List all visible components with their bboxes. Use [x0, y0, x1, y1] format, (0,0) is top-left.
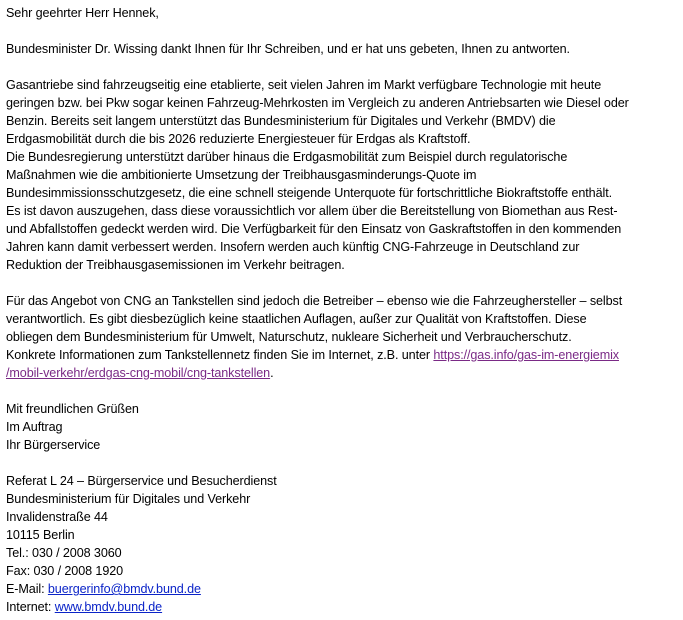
link-suffix-text: .: [270, 366, 274, 380]
signature-block: [6, 472, 679, 616]
paragraph-cng-stations: [6, 292, 679, 382]
signature-email-line: [6, 580, 679, 598]
paragraph-line: obliegen dem Bundesministerium für Umwelt, Naturschutz, nukleare Sicherheit und Verbraucherschutz.: [6, 330, 572, 344]
web-label: Internet:: [6, 600, 55, 614]
paragraph-line-with-link: [6, 364, 679, 382]
paragraph-line: Jahren kann damit verbessert werden. Insofern werden auch künftig CNG-Fahrzeuge in Deutschland zur: [6, 240, 580, 254]
paragraph-line: verantwortlich. Es gibt diesbezüglich keine staatlichen Auflagen, außer zur Qualität von Kraftstoffen. Diese: [6, 312, 587, 326]
signature-unit: Referat L 24 – Bürgerservice und Besucherdienst: [6, 474, 277, 488]
paragraph-line: Erdgasmobilität durch die bis 2026 reduzierte Energiesteuer für Erdgas als Kraftstoff.: [6, 132, 471, 146]
signature-phone: Tel.: 030 / 2008 3060: [6, 546, 122, 560]
paragraph-line: Gasantriebe sind fahrzeugseitig eine etablierte, seit vielen Jahren im Markt verfügbare Technologie mit heute: [6, 78, 602, 92]
salutation: Sehr geehrter Herr Hennek,: [6, 6, 159, 20]
closing-on-behalf: Im Auftrag: [6, 420, 63, 434]
link-prefix-text: Konkrete Informationen zum Tankstellennetz finden Sie im Internet, z.B. unter: [6, 348, 434, 362]
paragraph-line: Es ist davon auszugehen, dass diese voraussichtlich vor allem über die Bereitstellung von Biomethan aus Rest-: [6, 204, 618, 218]
paragraph-line: Maßnahmen wie die ambitionierte Umsetzung der Treibhausgasminderungs-Quote im: [6, 168, 477, 182]
blank-line: [6, 58, 679, 76]
signature-fax: Fax: 030 / 2008 1920: [6, 564, 124, 578]
closing-block: [6, 400, 679, 454]
cng-stations-link-continued[interactable]: /mobil-verkehr/erdgas-cng-mobil/cng-tankstellen: [6, 366, 271, 380]
blank-line: [6, 454, 679, 472]
paragraph-line: Für das Angebot von CNG an Tankstellen sind jedoch die Betreiber – ebenso wie die Fahrzeughersteller – selbst: [6, 294, 623, 308]
email-label: E-Mail:: [6, 582, 48, 596]
website-link[interactable]: www.bmdv.bund.de: [54, 600, 163, 614]
paragraph-gas-drives: [6, 76, 679, 274]
paragraph-line: Reduktion der Treibhausgasemissionen im Verkehr beitragen.: [6, 258, 345, 272]
signature-ministry: Bundesministerium für Digitales und Verkehr: [6, 492, 251, 506]
blank-line: [6, 382, 679, 400]
blank-line: [6, 22, 679, 40]
signature-web-line: [6, 598, 679, 616]
paragraph-line-with-link: [6, 346, 679, 364]
closing-sender: Ihr Bürgerservice: [6, 438, 101, 452]
signature-street: Invalidenstraße 44: [6, 510, 108, 524]
paragraph-line: Die Bundesregierung unterstützt darüber hinaus die Erdgasmobilität zum Beispiel durch regulatorische: [6, 150, 568, 164]
cng-stations-link[interactable]: https://gas.info/gas-im-energiemix: [433, 348, 619, 362]
paragraph-line: Benzin. Bereits seit langem unterstützt das Bundesministerium für Digitales und Verkehr (BMDV) die: [6, 114, 556, 128]
blank-line: [6, 274, 679, 292]
paragraph-line: und Abfallstoffen gedeckt werden wird. Die Verfügbarkeit für den Einsatz von Gaskraftstoffen in den kommenden: [6, 222, 622, 236]
paragraph-line: Bundesimmissionsschutzgesetz, die eine schnell steigende Unterquote für fortschrittliche Biokraftstoffe enthält.: [6, 186, 612, 200]
paragraph-line: geringen bzw. bei Pkw sogar keinen Fahrzeug-Mehrkosten im Vergleich zu anderen Antriebsarten wie Diesel oder: [6, 96, 629, 110]
intro-sentence: Bundesminister Dr. Wissing dankt Ihnen für Ihr Schreiben, und er hat uns gebeten, Ihnen zu antworten.: [6, 42, 570, 56]
signature-city: 10115 Berlin: [6, 528, 75, 542]
closing-greeting: Mit freundlichen Grüßen: [6, 402, 139, 416]
email-link[interactable]: buergerinfo@bmdv.bund.de: [47, 582, 201, 596]
